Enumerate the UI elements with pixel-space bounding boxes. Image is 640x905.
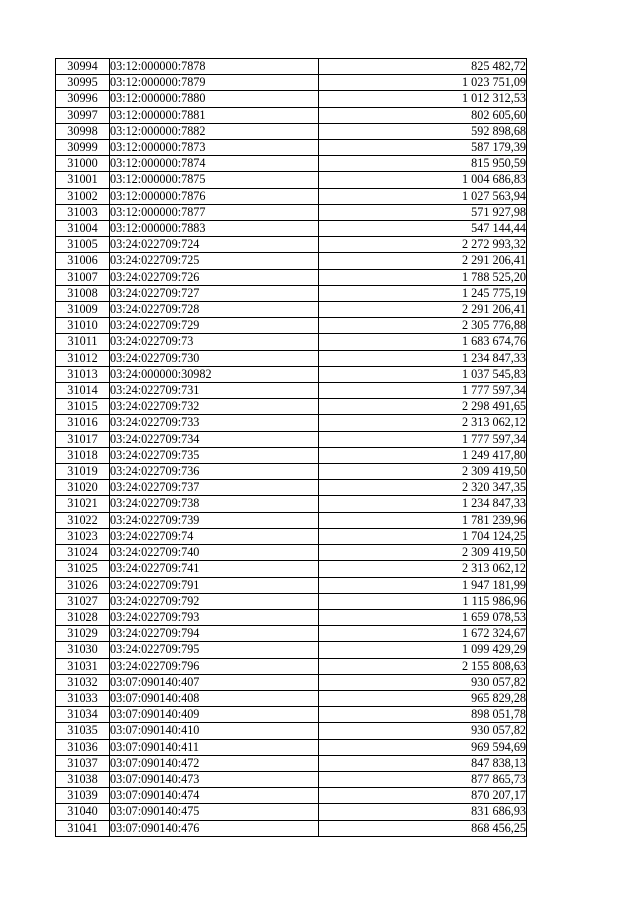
table-row (56, 723, 527, 739)
row-number-cell: 31021 (56, 496, 110, 512)
cadastral-value-cell: 1 781 239,96 (319, 512, 527, 528)
row-number-cell: 31019 (56, 464, 110, 480)
table-row (56, 399, 527, 415)
cadastral-number-cell: 03:07:090140:410 (110, 723, 319, 739)
cadastral-number-cell: 03:24:022709:739 (110, 512, 319, 528)
row-number-cell: 31027 (56, 593, 110, 609)
cadastral-value-cell: 1 037 545,83 (319, 366, 527, 382)
cadastral-value-cell: 1 249 417,80 (319, 447, 527, 463)
cadastral-value-cell: 547 144,44 (319, 221, 527, 237)
cadastral-value-cell: 2 320 347,35 (319, 480, 527, 496)
table-row (56, 221, 527, 237)
cadastral-number-cell: 03:07:090140:407 (110, 674, 319, 690)
table-row (56, 739, 527, 755)
table-row (56, 626, 527, 642)
table-row (56, 285, 527, 301)
cadastral-value-cell: 930 057,82 (319, 674, 527, 690)
table-row (56, 204, 527, 220)
row-number-cell: 31026 (56, 577, 110, 593)
row-number-cell: 31041 (56, 820, 110, 836)
table-row (56, 107, 527, 123)
cadastral-number-cell: 03:24:022709:729 (110, 318, 319, 334)
cadastral-value-cell: 1 012 312,53 (319, 91, 527, 107)
table-row (56, 431, 527, 447)
cadastral-number-cell: 03:24:022709:74 (110, 528, 319, 544)
row-number-cell: 30999 (56, 140, 110, 156)
table-row (56, 707, 527, 723)
table-row (56, 415, 527, 431)
row-number-cell: 31030 (56, 642, 110, 658)
row-number-cell: 31017 (56, 431, 110, 447)
cadastral-number-cell: 03:12:000000:7880 (110, 91, 319, 107)
cadastral-number-cell: 03:24:022709:738 (110, 496, 319, 512)
cadastral-number-cell: 03:24:022709:791 (110, 577, 319, 593)
cadastral-value-cell: 1 659 078,53 (319, 609, 527, 625)
cadastral-value-cell: 2 298 491,65 (319, 399, 527, 415)
cadastral-number-cell: 03:24:022709:795 (110, 642, 319, 658)
row-number-cell: 31010 (56, 318, 110, 334)
cadastral-value-cell: 969 594,69 (319, 739, 527, 755)
row-number-cell: 31035 (56, 723, 110, 739)
row-number-cell: 31007 (56, 269, 110, 285)
cadastral-value-cell: 870 207,17 (319, 788, 527, 804)
row-number-cell: 31025 (56, 561, 110, 577)
table-row (56, 561, 527, 577)
row-number-cell: 31013 (56, 366, 110, 382)
row-number-cell: 31028 (56, 609, 110, 625)
row-number-cell: 31008 (56, 285, 110, 301)
table-row (56, 447, 527, 463)
cadastral-number-cell: 03:24:022709:737 (110, 480, 319, 496)
cadastral-value-cell: 831 686,93 (319, 804, 527, 820)
cadastral-number-cell: 03:24:022709:796 (110, 658, 319, 674)
cadastral-value-cell: 898 051,78 (319, 707, 527, 723)
table-row (56, 788, 527, 804)
cadastral-number-cell: 03:12:000000:7882 (110, 123, 319, 139)
cadastral-number-cell: 03:12:000000:7876 (110, 188, 319, 204)
cadastral-number-cell: 03:07:090140:472 (110, 755, 319, 771)
table-row (56, 156, 527, 172)
cadastral-value-cell: 1 245 775,19 (319, 285, 527, 301)
cadastral-number-cell: 03:07:090140:475 (110, 804, 319, 820)
row-number-cell: 31024 (56, 545, 110, 561)
cadastral-number-cell: 03:24:022709:732 (110, 399, 319, 415)
row-number-cell: 31003 (56, 204, 110, 220)
cadastral-value-cell: 1 027 563,94 (319, 188, 527, 204)
row-number-cell: 31039 (56, 788, 110, 804)
table-row (56, 318, 527, 334)
cadastral-value-cell: 1 115 986,96 (319, 593, 527, 609)
table-row (56, 528, 527, 544)
row-number-cell: 31002 (56, 188, 110, 204)
table-body (56, 59, 527, 837)
cadastral-value-cell: 2 309 419,50 (319, 464, 527, 480)
row-number-cell: 31022 (56, 512, 110, 528)
cadastral-number-cell: 03:24:022709:730 (110, 350, 319, 366)
cadastral-value-table (55, 58, 527, 837)
cadastral-value-cell: 2 291 206,41 (319, 302, 527, 318)
cadastral-value-cell: 930 057,82 (319, 723, 527, 739)
cadastral-value-cell: 2 313 062,12 (319, 415, 527, 431)
cadastral-number-cell: 03:24:022709:731 (110, 383, 319, 399)
row-number-cell: 31018 (56, 447, 110, 463)
cadastral-number-cell: 03:12:000000:7881 (110, 107, 319, 123)
cadastral-number-cell: 03:24:022709:792 (110, 593, 319, 609)
row-number-cell: 31015 (56, 399, 110, 415)
cadastral-number-cell: 03:24:022709:724 (110, 237, 319, 253)
row-number-cell: 31012 (56, 350, 110, 366)
table-row (56, 609, 527, 625)
table-row (56, 383, 527, 399)
row-number-cell: 30996 (56, 91, 110, 107)
cadastral-value-cell: 1 023 751,09 (319, 75, 527, 91)
cadastral-number-cell: 03:07:090140:473 (110, 771, 319, 787)
cadastral-number-cell: 03:07:090140:474 (110, 788, 319, 804)
cadastral-value-cell: 1 777 597,34 (319, 431, 527, 447)
table-row (56, 512, 527, 528)
row-number-cell: 31016 (56, 415, 110, 431)
cadastral-number-cell: 03:24:022709:741 (110, 561, 319, 577)
table-row (56, 75, 527, 91)
table-row (56, 496, 527, 512)
cadastral-value-cell: 1 004 686,83 (319, 172, 527, 188)
table-row (56, 140, 527, 156)
cadastral-number-cell: 03:24:022709:725 (110, 253, 319, 269)
table-row (56, 302, 527, 318)
cadastral-value-cell: 1 099 429,29 (319, 642, 527, 658)
row-number-cell: 31040 (56, 804, 110, 820)
cadastral-value-cell: 1 704 124,25 (319, 528, 527, 544)
cadastral-number-cell: 03:12:000000:7874 (110, 156, 319, 172)
cadastral-value-cell: 1 234 847,33 (319, 350, 527, 366)
cadastral-number-cell: 03:24:000000:30982 (110, 366, 319, 382)
table-row (56, 172, 527, 188)
row-number-cell: 31036 (56, 739, 110, 755)
cadastral-value-cell: 965 829,28 (319, 690, 527, 706)
cadastral-value-cell: 1 777 597,34 (319, 383, 527, 399)
table-row (56, 334, 527, 350)
row-number-cell: 31034 (56, 707, 110, 723)
table-row (56, 755, 527, 771)
row-number-cell: 31029 (56, 626, 110, 642)
cadastral-value-cell: 587 179,39 (319, 140, 527, 156)
cadastral-value-cell: 1 947 181,99 (319, 577, 527, 593)
cadastral-number-cell: 03:24:022709:728 (110, 302, 319, 318)
table-row (56, 690, 527, 706)
table-row (56, 269, 527, 285)
cadastral-number-cell: 03:07:090140:409 (110, 707, 319, 723)
row-number-cell: 31020 (56, 480, 110, 496)
row-number-cell: 30997 (56, 107, 110, 123)
cadastral-value-cell: 825 482,72 (319, 59, 527, 75)
row-number-cell: 30995 (56, 75, 110, 91)
cadastral-value-cell: 847 838,13 (319, 755, 527, 771)
cadastral-value-cell: 2 155 808,63 (319, 658, 527, 674)
table-row (56, 804, 527, 820)
cadastral-value-cell: 815 950,59 (319, 156, 527, 172)
table-row (56, 480, 527, 496)
cadastral-number-cell: 03:12:000000:7883 (110, 221, 319, 237)
table-row (56, 545, 527, 561)
cadastral-value-cell: 571 927,98 (319, 204, 527, 220)
cadastral-value-cell: 1 672 324,67 (319, 626, 527, 642)
cadastral-value-cell: 2 291 206,41 (319, 253, 527, 269)
table-row (56, 237, 527, 253)
row-number-cell: 31006 (56, 253, 110, 269)
cadastral-number-cell: 03:07:090140:408 (110, 690, 319, 706)
row-number-cell: 31005 (56, 237, 110, 253)
table-row (56, 366, 527, 382)
row-number-cell: 31000 (56, 156, 110, 172)
table-row (56, 253, 527, 269)
cadastral-number-cell: 03:12:000000:7875 (110, 172, 319, 188)
cadastral-value-cell: 2 313 062,12 (319, 561, 527, 577)
row-number-cell: 31032 (56, 674, 110, 690)
cadastral-value-cell: 868 456,25 (319, 820, 527, 836)
table-row (56, 658, 527, 674)
cadastral-number-cell: 03:12:000000:7878 (110, 59, 319, 75)
cadastral-number-cell: 03:12:000000:7877 (110, 204, 319, 220)
table-row (56, 91, 527, 107)
cadastral-number-cell: 03:07:090140:411 (110, 739, 319, 755)
cadastral-number-cell: 03:24:022709:793 (110, 609, 319, 625)
table-row (56, 642, 527, 658)
row-number-cell: 31033 (56, 690, 110, 706)
table-row (56, 593, 527, 609)
cadastral-value-cell: 592 898,68 (319, 123, 527, 139)
table-row (56, 674, 527, 690)
row-number-cell: 31023 (56, 528, 110, 544)
cadastral-number-cell: 03:24:022709:727 (110, 285, 319, 301)
table-row (56, 188, 527, 204)
cadastral-number-cell: 03:07:090140:476 (110, 820, 319, 836)
table-row (56, 350, 527, 366)
row-number-cell: 31038 (56, 771, 110, 787)
row-number-cell: 31009 (56, 302, 110, 318)
row-number-cell: 30998 (56, 123, 110, 139)
row-number-cell: 31037 (56, 755, 110, 771)
cadastral-value-cell: 1 683 674,76 (319, 334, 527, 350)
cadastral-number-cell: 03:24:022709:794 (110, 626, 319, 642)
table-row (56, 577, 527, 593)
table-row (56, 771, 527, 787)
row-number-cell: 31001 (56, 172, 110, 188)
row-number-cell: 31011 (56, 334, 110, 350)
cadastral-number-cell: 03:24:022709:736 (110, 464, 319, 480)
cadastral-value-cell: 2 309 419,50 (319, 545, 527, 561)
table-row (56, 820, 527, 836)
cadastral-number-cell: 03:24:022709:733 (110, 415, 319, 431)
cadastral-number-cell: 03:24:022709:740 (110, 545, 319, 561)
cadastral-number-cell: 03:12:000000:7879 (110, 75, 319, 91)
cadastral-value-cell: 877 865,73 (319, 771, 527, 787)
cadastral-number-cell: 03:24:022709:734 (110, 431, 319, 447)
cadastral-number-cell: 03:12:000000:7873 (110, 140, 319, 156)
cadastral-number-cell: 03:24:022709:73 (110, 334, 319, 350)
cadastral-value-cell: 2 272 993,32 (319, 237, 527, 253)
table-row (56, 464, 527, 480)
row-number-cell: 31004 (56, 221, 110, 237)
row-number-cell: 31031 (56, 658, 110, 674)
cadastral-value-cell: 2 305 776,88 (319, 318, 527, 334)
cadastral-value-cell: 802 605,60 (319, 107, 527, 123)
cadastral-value-cell: 1 234 847,33 (319, 496, 527, 512)
cadastral-number-cell: 03:24:022709:735 (110, 447, 319, 463)
row-number-cell: 31014 (56, 383, 110, 399)
cadastral-number-cell: 03:24:022709:726 (110, 269, 319, 285)
table-row (56, 59, 527, 75)
table-row (56, 123, 527, 139)
cadastral-value-cell: 1 788 525,20 (319, 269, 527, 285)
row-number-cell: 30994 (56, 59, 110, 75)
